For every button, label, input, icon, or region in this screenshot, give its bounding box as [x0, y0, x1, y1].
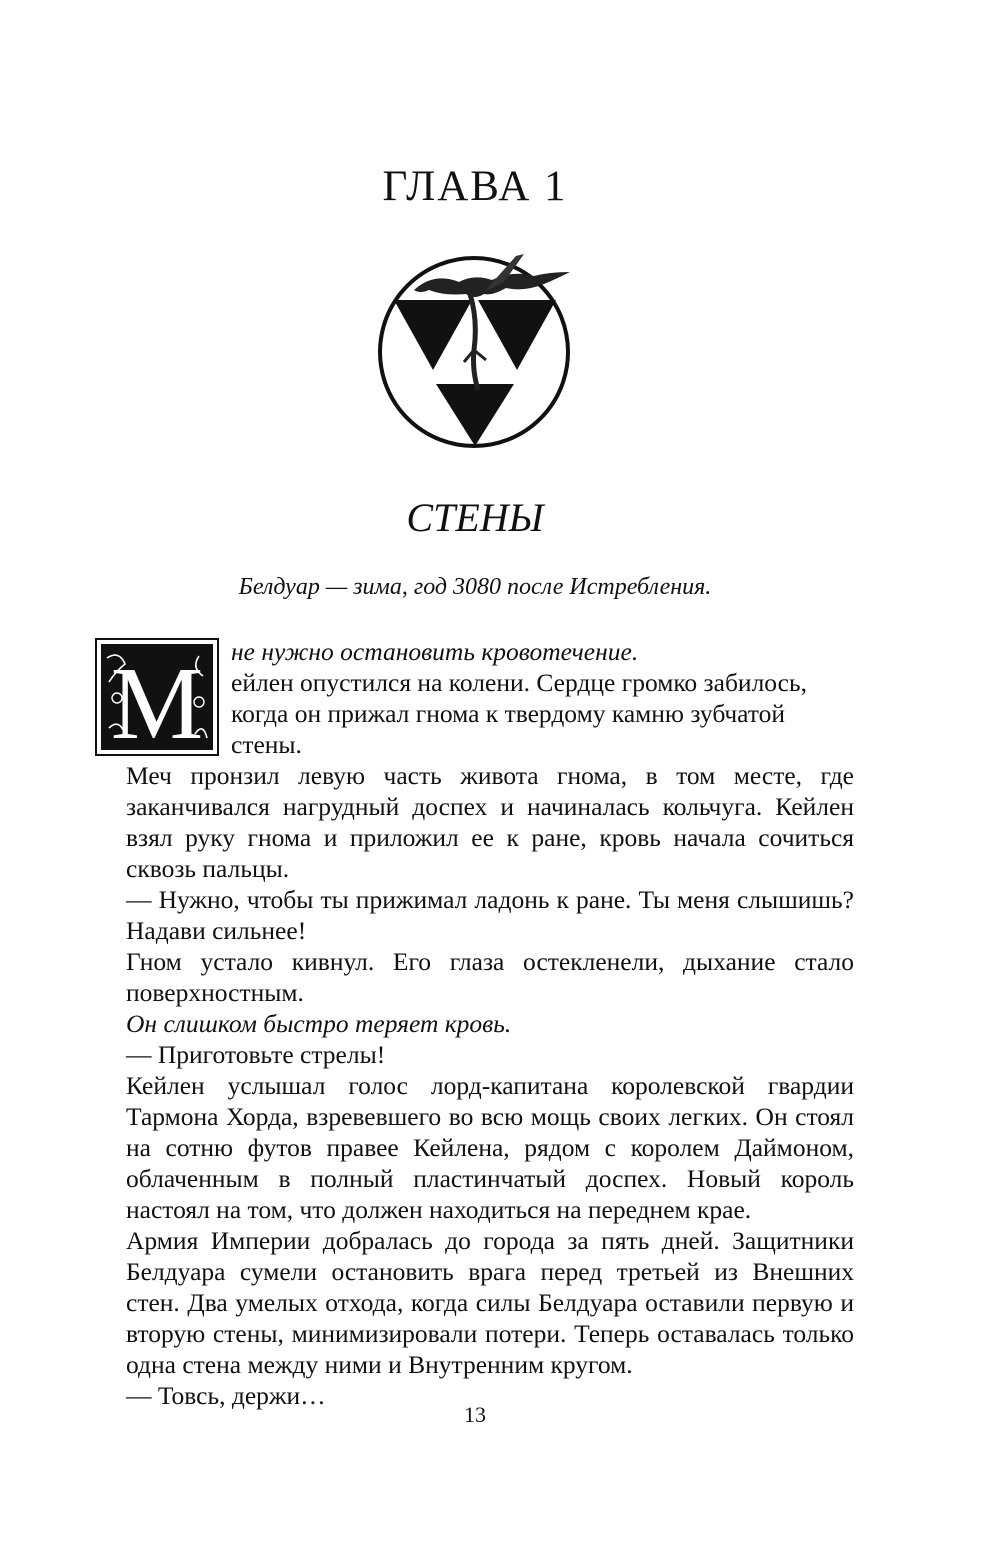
paragraph: — Нужно, чтобы ты прижимал ладонь к ране. Ты меня слышишь? Надави сильнее! — [126, 885, 854, 945]
paragraph: Он слишком быстро теряет кровь. — [126, 1009, 512, 1038]
intro-line: стены. — [231, 730, 302, 759]
intro-line: не нужно остановить кровотечение. — [231, 637, 639, 666]
paragraph: Кейлен услышал голос лорд-капитана королевской гвардии Тармона Хорда, взревевшего во всю мощь своих легких. Он стоял на сотню футов правее Кейлена, рядом с королем Даймоном, облаченным в полный пластинчатый доспех. Новый король настоял на том, что должен находиться на переднем крае. — [126, 1071, 854, 1224]
paragraph: — Приготовьте стрелы! — [126, 1040, 386, 1069]
chapter-heading: ГЛАВА 1 — [382, 163, 568, 210]
paragraph: Армия Империи добралась до города за пять дней. Защитники Белдуара сумели остановить врага перед третьей из Внешних стен. Два умелых отхода, когда силы Белдуара оставили первую и вторую стены, минимизировали потери. Теперь оставалась только одна стена между ними и Внутренним кругом. — [126, 1226, 854, 1379]
chapter-dateline: Белдуар — зима, год 3080 после Истребления. — [238, 574, 712, 600]
chapter-title: СТЕНЫ — [406, 495, 544, 540]
intro-line: когда он прижал гнома к твердому камню зубчатой — [231, 699, 786, 728]
paragraph: — Товсь, держи… — [126, 1381, 326, 1410]
ornate-dropcap-m-icon — [95, 638, 219, 756]
paragraph: Меч пронзил левую часть живота гнома, в том месте, где заканчивался нагрудный доспех и начиналась кольчуга. Кейлен взял руку гнома и приложил ее к ране, кровь начала сочиться сквозь пальцы. — [126, 761, 854, 883]
dragon-triangles-emblem-icon — [374, 250, 578, 454]
paragraph: Гном устало кивнул. Его глаза остекленели, дыхание стало поверхностным. — [126, 947, 854, 1007]
page-number: 13 — [464, 1402, 486, 1427]
intro-block — [231, 636, 854, 760]
intro-line: ейлен опустился на колени. Сердце громко забилось, — [231, 668, 808, 697]
body-text — [126, 760, 854, 1411]
dropcap-letter: М — [110, 646, 204, 756]
